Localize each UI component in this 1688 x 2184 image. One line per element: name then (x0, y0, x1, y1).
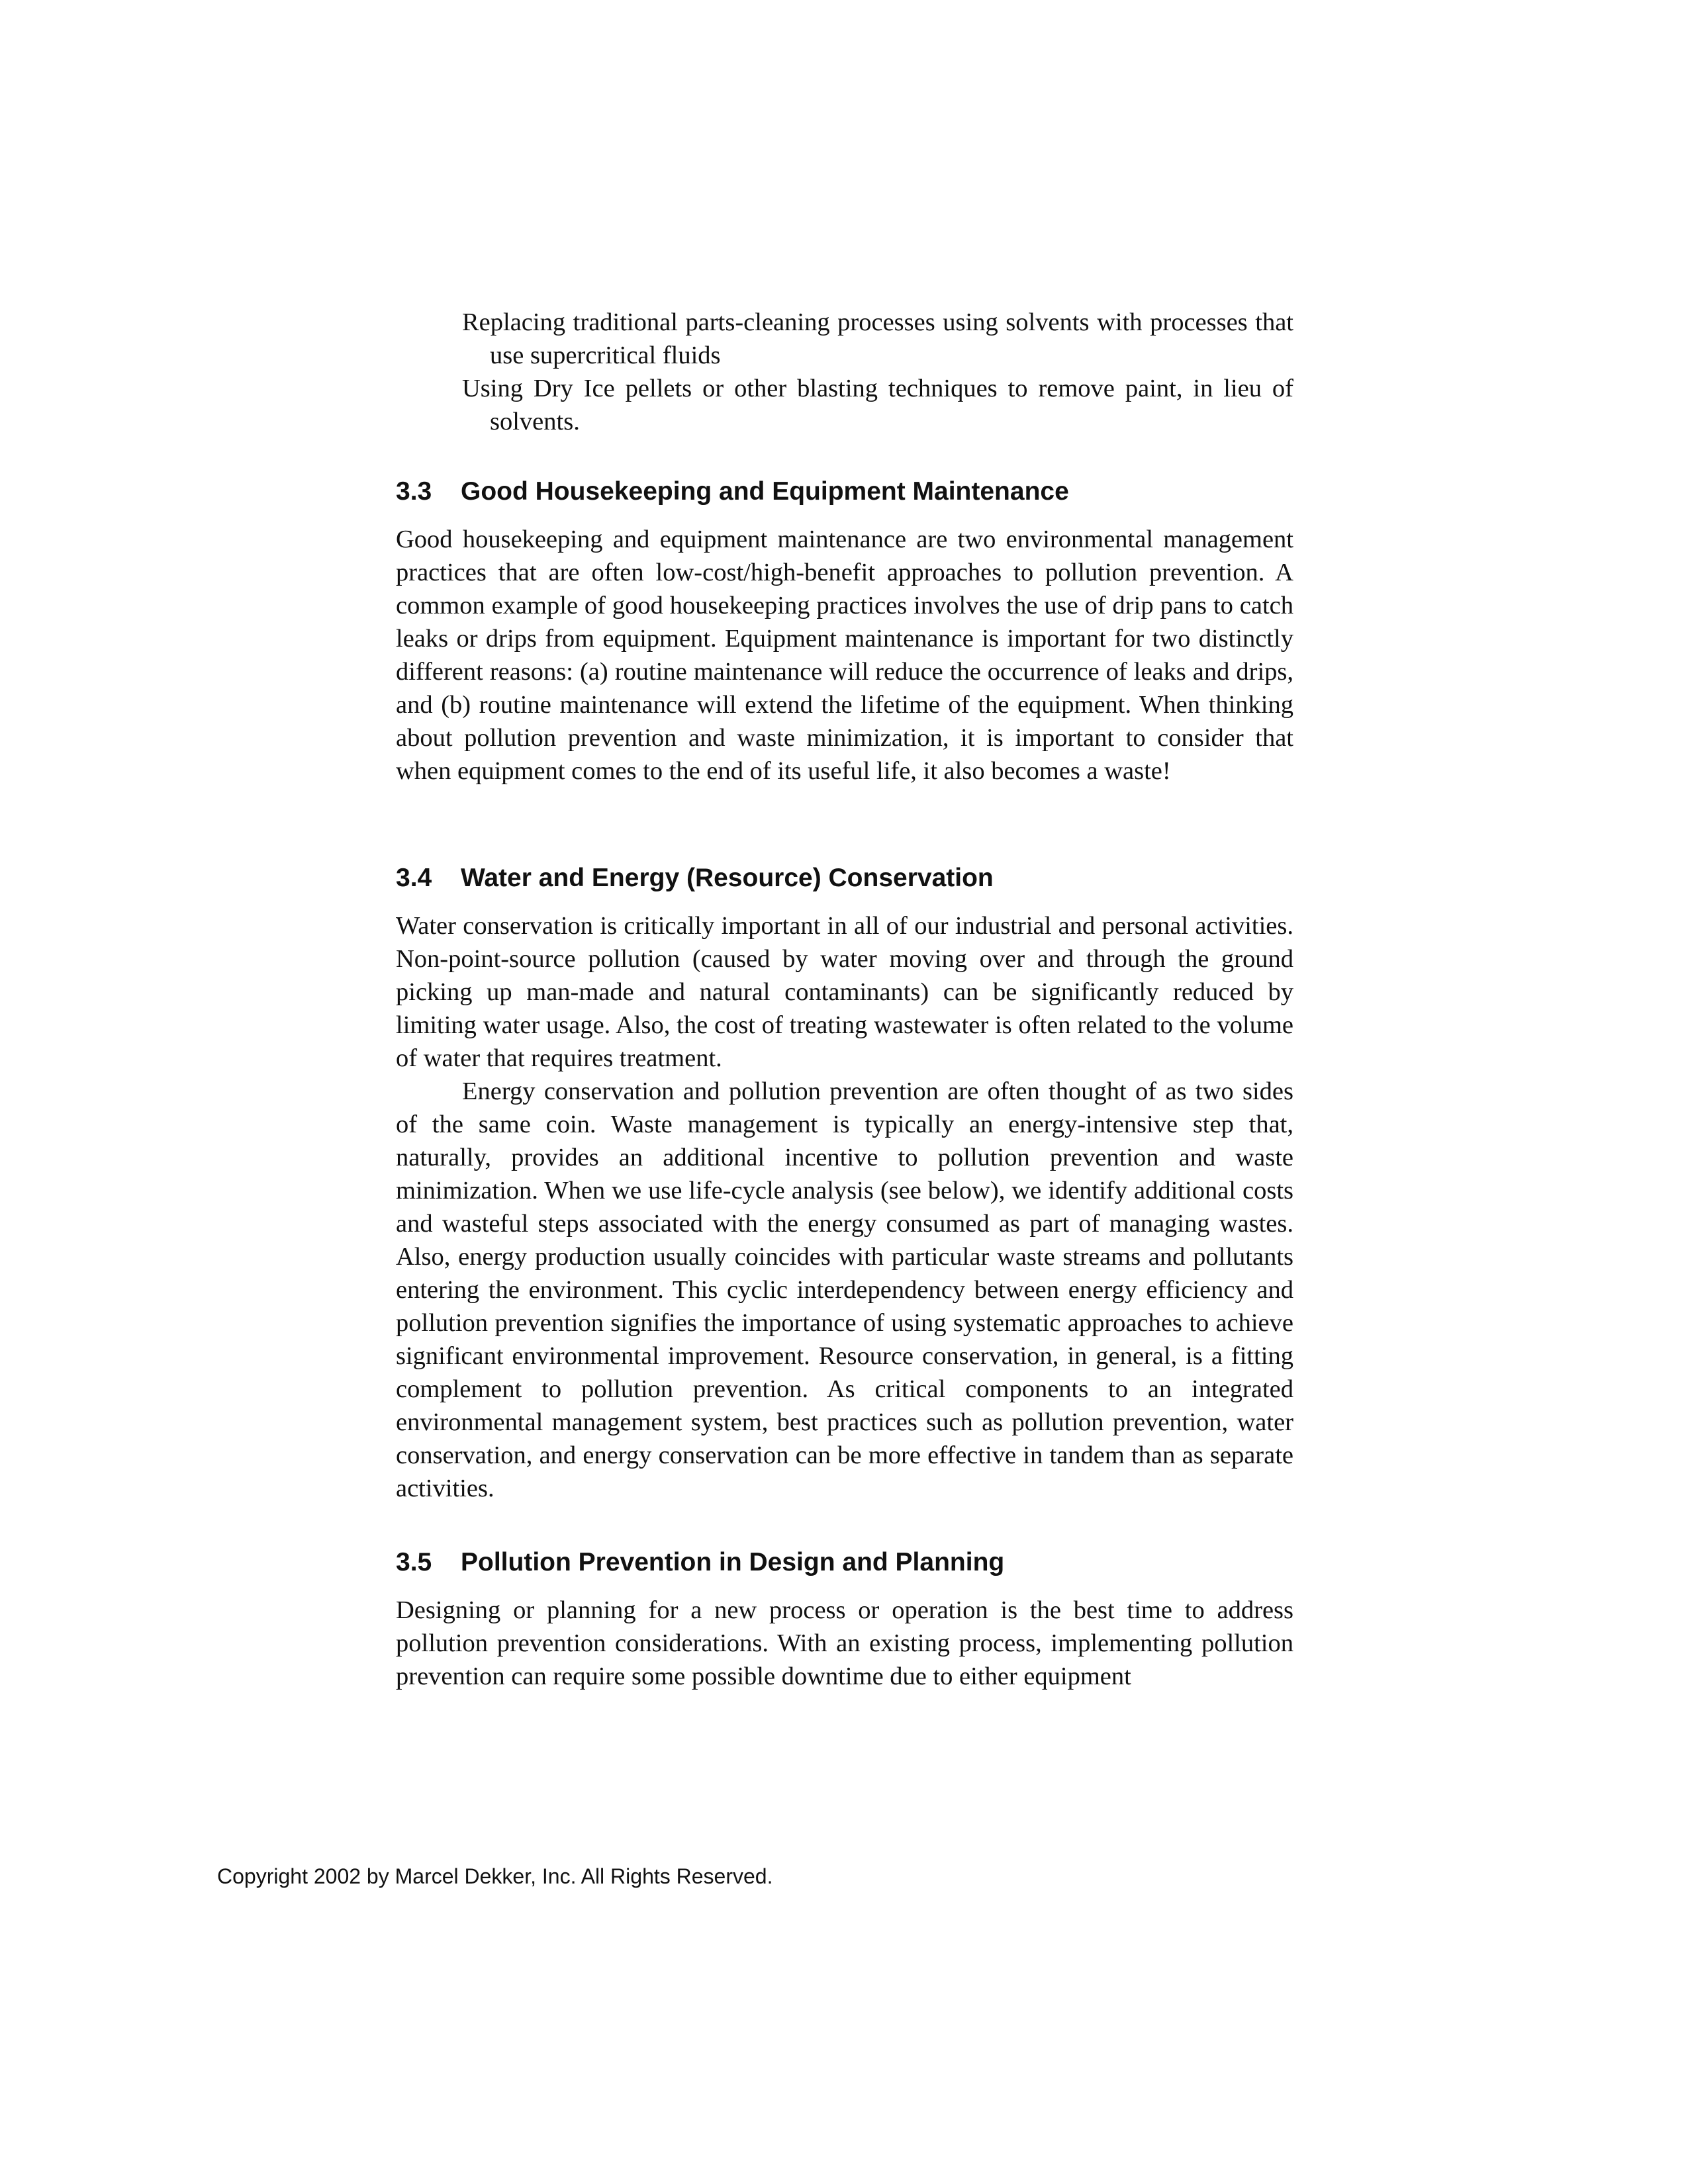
paragraph: Water conservation is critically important in all of our industrial and personal activities. Non-point-source pollution (caused by water moving over and through the ground picking up man-made and natural contaminants) can be significantly reduced by limiting water usage. Also, the cost of treating wastewater is often related to the volume of water that requires treatment. (396, 912, 1293, 1072)
paragraph: Designing or planning for a new process or operation is the best time to address pollution prevention considerations. With an existing process, implementing pollution prevention can require some possible downtime due to either equipment (396, 1596, 1293, 1690)
section-title: Pollution Prevention in Design and Planning (461, 1548, 1005, 1576)
section-heading-3-4 (396, 862, 994, 895)
solvent-alternatives-list (462, 306, 1293, 438)
section-heading-3-3 (396, 475, 1069, 508)
section-number: 3.5 (396, 1548, 432, 1576)
section-title: Good Housekeeping and Equipment Maintenance (461, 477, 1069, 506)
section-heading-3-5 (396, 1546, 1004, 1579)
list-item: Replacing traditional parts-cleaning processes using solvents with processes that use supercritical fluids (462, 308, 1293, 369)
section-body-3-4 (396, 909, 1293, 1505)
section-body-3-3 (396, 523, 1293, 788)
paragraph: Energy conservation and pollution prevention are often thought of as two sides of the same coin. Waste management is typically an energy-intensive step that, naturally, provides an additional incentive to pollution prevention and waste minimization. When we use life-cycle analysis (see below), we identify additional costs and wasteful steps associated with the energy consumed as part of managing wastes. Also, energy production usually coincides with particular waste streams and pollutants entering the environment. This cyclic interdependency between energy efficiency and pollution prevention signifies the importance of using systematic approaches to achieve significant environmental improvement. Resource conservation, in general, is a fitting complement to pollution prevention. As critical components to an integrated environmental management system, best practices such as pollution prevention, water conservation, and energy conservation can be more effective in tandem than as separate activities. (396, 1077, 1293, 1502)
section-title: Water and Energy (Resource) Conservation (461, 864, 994, 892)
section-body-3-5 (396, 1594, 1293, 1693)
paragraph: Good housekeeping and equipment maintenance are two environmental management practices that are often low-cost/high-benefit approaches to pollution prevention. A common example of good housekeeping practices involves the use of drip pans to catch leaks or drips from equipment. Equipment maintenance is important for two distinctly different reasons: (a) routine maintenance will reduce the occurrence of leaks and drips, and (b) routine maintenance will extend the lifetime of the equipment. When thinking about pollution prevention and waste minimization, it is important to consider that when equipment comes to the end of its useful life, it also becomes a waste! (396, 525, 1293, 785)
list-item: Using Dry Ice pellets or other blasting techniques to remove paint, in lieu of solvents. (462, 375, 1293, 435)
copyright-notice: Copyright 2002 by Marcel Dekker, Inc. All Rights Reserved. (217, 1864, 773, 1888)
section-number: 3.4 (396, 864, 432, 892)
section-number: 3.3 (396, 477, 432, 506)
